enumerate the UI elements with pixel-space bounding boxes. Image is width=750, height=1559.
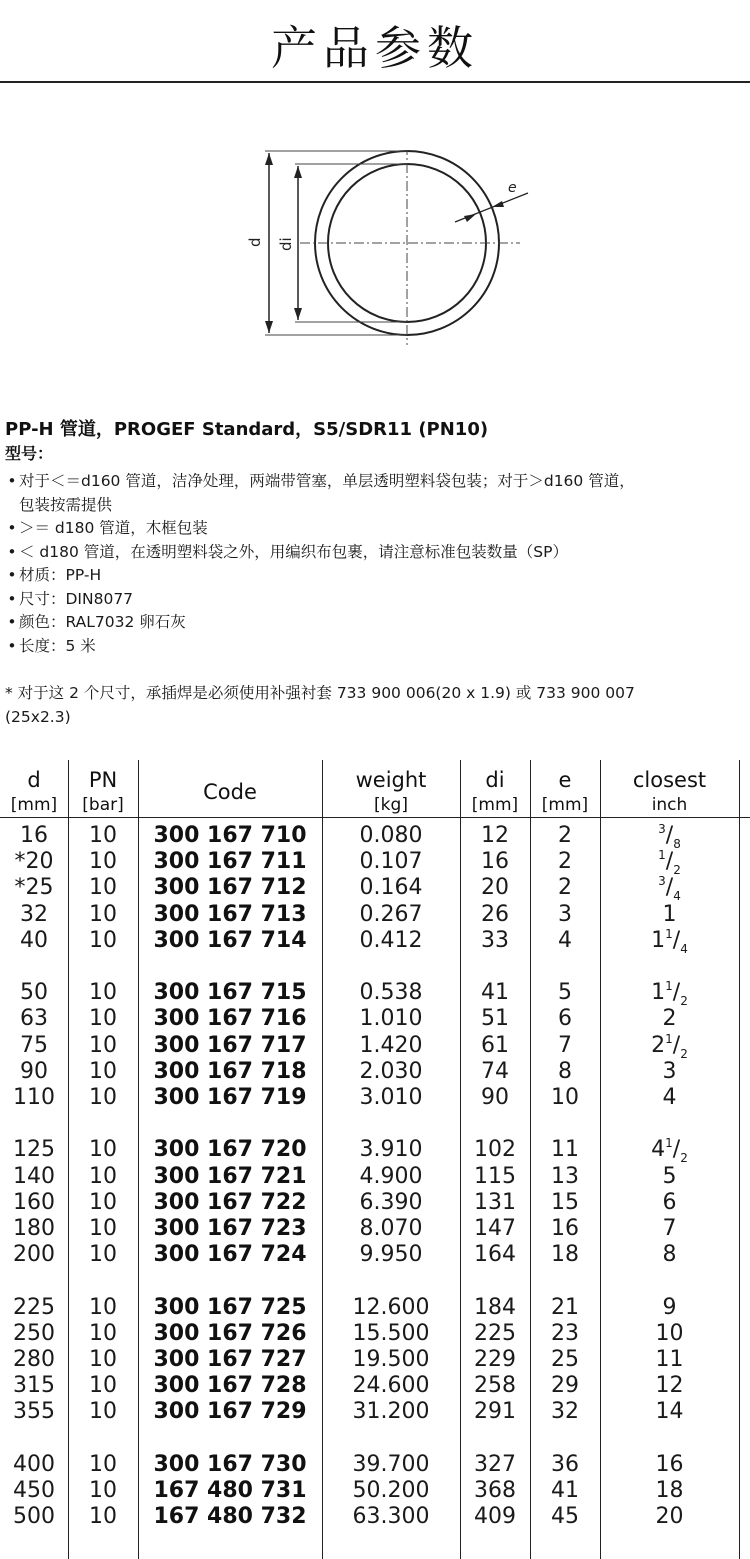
table-row bbox=[0, 1373, 750, 1399]
cell-di: 327 bbox=[474, 1451, 516, 1477]
cell-d: 160 bbox=[13, 1189, 55, 1215]
cell-pn: 10 bbox=[89, 1189, 117, 1215]
table-row bbox=[0, 823, 750, 849]
cell-e: 45 bbox=[551, 1504, 579, 1530]
cell-closest-inch: 12 bbox=[655, 1373, 684, 1399]
cell-code: 300 167 713 bbox=[153, 901, 307, 927]
cell-e: 23 bbox=[551, 1320, 579, 1346]
page-title: 产品参数 bbox=[271, 21, 479, 75]
cell-di: 33 bbox=[481, 927, 509, 953]
cell-di: 225 bbox=[474, 1320, 516, 1346]
cell-weight: 39.700 bbox=[352, 1451, 430, 1477]
spec-item: • 材质：PP-H bbox=[7, 566, 102, 584]
cell-di: 184 bbox=[474, 1294, 516, 1320]
cell-code: 300 167 724 bbox=[153, 1242, 307, 1268]
table-row bbox=[0, 1452, 750, 1478]
cell-pn: 10 bbox=[89, 980, 117, 1006]
cell-di: 12 bbox=[481, 823, 509, 848]
table-row bbox=[0, 1242, 750, 1268]
cell-di: 26 bbox=[481, 901, 509, 927]
header-e: e [mm] bbox=[541, 768, 589, 815]
cell-e: 25 bbox=[551, 1347, 579, 1372]
cell-e: 5 bbox=[558, 980, 572, 1006]
cell-weight: 6.390 bbox=[359, 1189, 423, 1215]
cell-closest-inch: 10 bbox=[655, 1320, 684, 1346]
cell-d: 250 bbox=[13, 1320, 55, 1346]
cell-di: 90 bbox=[481, 1085, 509, 1110]
cell-pn: 10 bbox=[89, 927, 117, 953]
cell-d: *25 bbox=[14, 875, 54, 901]
cell-code: 300 167 710 bbox=[153, 823, 307, 848]
cell-di: 258 bbox=[474, 1373, 516, 1399]
table-row bbox=[0, 1136, 750, 1166]
cell-d: 40 bbox=[20, 927, 48, 953]
table-row bbox=[0, 1347, 750, 1373]
table-row bbox=[0, 1504, 750, 1530]
cell-d: 16 bbox=[20, 823, 48, 848]
cell-code: 300 167 728 bbox=[153, 1373, 307, 1399]
d-label: d bbox=[246, 237, 264, 247]
cell-code: 300 167 714 bbox=[153, 927, 307, 953]
table-row bbox=[0, 928, 750, 954]
cell-e: 6 bbox=[558, 1006, 572, 1032]
cell-weight: 50.200 bbox=[352, 1478, 430, 1503]
header-code: Code bbox=[203, 780, 257, 804]
cell-pn: 10 bbox=[89, 1347, 117, 1372]
cell-pn: 10 bbox=[89, 849, 117, 875]
cell-e: 29 bbox=[551, 1373, 579, 1399]
cell-d: 32 bbox=[20, 901, 48, 927]
cell-code: 300 167 719 bbox=[153, 1085, 307, 1110]
header-pn: PN [bar] bbox=[82, 768, 124, 815]
table-row bbox=[0, 1190, 750, 1216]
title-divider bbox=[0, 81, 750, 83]
cell-e: 41 bbox=[551, 1478, 579, 1503]
cell-weight: 1.010 bbox=[359, 1006, 423, 1032]
cell-closest-inch: 1 bbox=[662, 901, 677, 927]
table-row bbox=[0, 1399, 750, 1425]
cell-weight: 3.910 bbox=[359, 1137, 423, 1163]
cell-e: 36 bbox=[551, 1451, 579, 1477]
cell-code: 300 167 711 bbox=[153, 849, 307, 875]
cell-pn: 10 bbox=[89, 1163, 117, 1189]
cell-e: 2 bbox=[558, 823, 572, 848]
cell-closest-inch: $^1/_2$ bbox=[658, 848, 681, 878]
cell-di: 229 bbox=[474, 1347, 516, 1372]
table-row bbox=[0, 1478, 750, 1504]
spec-item: • 长度：5 米 bbox=[7, 636, 96, 655]
footnote: * 对于这 2 个尺寸，承插焊是必须使用补强衬套 733 900 006(20 x 1.9) 或 733 900 007 (25x2.3) bbox=[5, 684, 635, 726]
cell-weight: 15.500 bbox=[352, 1320, 430, 1346]
cell-e: 32 bbox=[551, 1399, 579, 1425]
cell-pn: 10 bbox=[89, 875, 117, 901]
cell-closest-inch: $1^1/_2$ bbox=[651, 979, 688, 1009]
cell-e: 2 bbox=[558, 875, 572, 901]
cell-closest-inch: $2^1/_2$ bbox=[651, 1031, 688, 1061]
cell-pn: 10 bbox=[89, 1373, 117, 1399]
table-row bbox=[0, 1085, 750, 1111]
cell-e: 2 bbox=[558, 849, 572, 875]
cell-d: 125 bbox=[13, 1137, 55, 1163]
cell-d: 63 bbox=[20, 1006, 48, 1032]
cell-di: 41 bbox=[481, 980, 509, 1006]
spec-item: • ＞＝ d180 管道，木框包装 bbox=[7, 519, 208, 537]
cell-closest-inch: 18 bbox=[655, 1478, 684, 1503]
cell-weight: 19.500 bbox=[352, 1347, 430, 1372]
cell-di: 74 bbox=[481, 1058, 509, 1084]
cell-weight: 12.600 bbox=[352, 1294, 430, 1320]
cell-d: 180 bbox=[13, 1216, 55, 1241]
spec-item: • 颜色：RAL7032 卵石灰 bbox=[7, 613, 186, 631]
cell-d: *20 bbox=[14, 849, 54, 875]
cell-closest-inch: 7 bbox=[662, 1216, 677, 1241]
table-row bbox=[0, 1295, 750, 1321]
cell-d: 225 bbox=[13, 1294, 55, 1320]
cell-e: 10 bbox=[551, 1085, 579, 1110]
cell-d: 110 bbox=[13, 1085, 55, 1110]
cell-d: 280 bbox=[13, 1347, 55, 1372]
cell-closest-inch: 2 bbox=[662, 1006, 677, 1032]
cell-closest-inch: 5 bbox=[662, 1163, 677, 1189]
cell-closest-inch: $4^1/_2$ bbox=[651, 1136, 688, 1166]
cell-d: 90 bbox=[20, 1058, 48, 1084]
cell-code: 300 167 729 bbox=[153, 1399, 307, 1425]
cell-closest-inch: $1^1/_4$ bbox=[651, 926, 688, 956]
cell-closest-inch: $^3/_4$ bbox=[658, 874, 681, 904]
table-row bbox=[0, 1321, 750, 1347]
cell-weight: 9.950 bbox=[359, 1242, 423, 1268]
cell-pn: 10 bbox=[89, 1451, 117, 1477]
cell-weight: 0.538 bbox=[359, 980, 423, 1006]
cell-closest-inch: 14 bbox=[655, 1399, 684, 1425]
cell-pn: 10 bbox=[89, 1478, 117, 1503]
model-label: 型号： bbox=[5, 444, 54, 463]
cell-pn: 10 bbox=[89, 1216, 117, 1241]
product-heading: PP-H 管道，PROGEF Standard，S5/SDR11 (PN10) bbox=[5, 419, 489, 440]
cell-d: 500 bbox=[13, 1504, 55, 1530]
cell-d: 50 bbox=[20, 980, 48, 1006]
cell-pn: 10 bbox=[89, 901, 117, 927]
cell-code: 300 167 722 bbox=[153, 1189, 307, 1215]
cell-di: 102 bbox=[474, 1137, 516, 1163]
cell-d: 355 bbox=[13, 1399, 55, 1425]
table-row bbox=[0, 1216, 750, 1242]
cell-e: 3 bbox=[558, 901, 572, 927]
cell-closest-inch: 3 bbox=[662, 1058, 677, 1084]
pipe-cross-section-diagram bbox=[240, 150, 540, 350]
cell-code: 300 167 726 bbox=[153, 1320, 307, 1346]
header-weight: weight [kg] bbox=[355, 768, 427, 815]
pipe-spec-table bbox=[0, 760, 750, 1559]
cell-weight: 0.080 bbox=[359, 823, 423, 848]
header-d: d [mm] bbox=[10, 768, 58, 815]
table-row bbox=[0, 979, 750, 1009]
cell-weight: 0.164 bbox=[359, 875, 423, 901]
spec-item: • 对于＜＝d160 管道，洁净处理，两端带管塞，单层透明塑料袋包装；对于＞d160 管道， bbox=[7, 472, 635, 490]
cell-d: 315 bbox=[13, 1373, 55, 1399]
cell-pn: 10 bbox=[89, 1399, 117, 1425]
cell-code: 300 167 725 bbox=[153, 1294, 307, 1320]
cell-di: 291 bbox=[474, 1399, 516, 1425]
cell-weight: 24.600 bbox=[352, 1373, 430, 1399]
spec-item: • ＜ d180 管道，在透明塑料袋之外，用编织布包裹，请注意标准包装数量（SP） bbox=[7, 542, 568, 561]
cell-closest-inch: 11 bbox=[655, 1347, 684, 1372]
cell-e: 18 bbox=[551, 1242, 579, 1268]
cell-pn: 10 bbox=[89, 1006, 117, 1032]
cell-weight: 2.030 bbox=[359, 1058, 423, 1084]
table-row bbox=[0, 874, 750, 904]
cell-e: 7 bbox=[558, 1032, 572, 1058]
header-closest-inch: closest inch bbox=[632, 768, 707, 815]
table-row bbox=[0, 902, 750, 928]
cell-weight: 63.300 bbox=[352, 1504, 430, 1530]
cell-code: 300 167 717 bbox=[153, 1032, 307, 1058]
cell-d: 450 bbox=[13, 1478, 55, 1503]
cell-code: 300 167 712 bbox=[153, 875, 307, 901]
cell-code: 300 167 721 bbox=[153, 1163, 307, 1189]
cell-code: 167 480 732 bbox=[153, 1504, 307, 1530]
cell-weight: 0.412 bbox=[359, 927, 423, 953]
cell-e: 11 bbox=[551, 1137, 579, 1163]
cell-di: 115 bbox=[474, 1163, 516, 1189]
cell-e: 4 bbox=[558, 927, 572, 953]
cell-weight: 8.070 bbox=[359, 1216, 423, 1241]
cell-e: 13 bbox=[551, 1163, 579, 1189]
cell-weight: 1.420 bbox=[359, 1032, 423, 1058]
cell-closest-inch: 8 bbox=[662, 1242, 677, 1268]
cell-pn: 10 bbox=[89, 1242, 117, 1268]
cell-di: 131 bbox=[474, 1189, 516, 1215]
cell-d: 200 bbox=[13, 1242, 55, 1268]
cell-pn: 10 bbox=[89, 1137, 117, 1163]
cell-code: 300 167 716 bbox=[153, 1006, 307, 1032]
cell-di: 147 bbox=[474, 1216, 516, 1241]
table-row bbox=[0, 1059, 750, 1085]
spec-item-continuation: 包装按需提供 bbox=[19, 495, 113, 514]
cell-d: 140 bbox=[13, 1163, 55, 1189]
cell-closest-inch: $^3/_8$ bbox=[658, 822, 681, 851]
cell-weight: 31.200 bbox=[352, 1399, 430, 1425]
cell-d: 400 bbox=[13, 1451, 55, 1477]
cell-e: 16 bbox=[551, 1216, 579, 1241]
cell-pn: 10 bbox=[89, 1085, 117, 1110]
cell-closest-inch: 20 bbox=[655, 1504, 684, 1530]
table-row bbox=[0, 1033, 750, 1059]
table-row bbox=[0, 1006, 750, 1032]
cell-di: 409 bbox=[474, 1504, 516, 1530]
table-row bbox=[0, 1164, 750, 1190]
cell-closest-inch: 6 bbox=[662, 1189, 677, 1215]
spec-item: • 尺寸：DIN8077 bbox=[7, 589, 134, 608]
cell-weight: 0.107 bbox=[359, 849, 423, 875]
cell-di: 368 bbox=[474, 1478, 516, 1503]
cell-closest-inch: 16 bbox=[655, 1451, 684, 1477]
e-label: e bbox=[508, 180, 517, 196]
cell-e: 15 bbox=[551, 1189, 579, 1215]
cell-pn: 10 bbox=[89, 1032, 117, 1058]
header-di: di [mm] bbox=[471, 768, 519, 815]
table-row bbox=[0, 848, 750, 878]
cell-weight: 4.900 bbox=[359, 1163, 423, 1189]
cell-code: 167 480 731 bbox=[153, 1478, 307, 1503]
cell-e: 8 bbox=[558, 1058, 572, 1084]
cell-weight: 3.010 bbox=[359, 1085, 423, 1110]
cell-closest-inch: 9 bbox=[662, 1294, 677, 1320]
cell-di: 164 bbox=[474, 1242, 516, 1268]
cell-d: 75 bbox=[20, 1032, 48, 1058]
cell-di: 16 bbox=[481, 849, 509, 875]
cell-di: 61 bbox=[481, 1032, 509, 1058]
cell-code: 300 167 720 bbox=[153, 1137, 307, 1163]
cell-pn: 10 bbox=[89, 1294, 117, 1320]
cell-closest-inch: 4 bbox=[662, 1085, 677, 1110]
cell-pn: 10 bbox=[89, 1320, 117, 1346]
cell-code: 300 167 718 bbox=[153, 1058, 307, 1084]
cell-pn: 10 bbox=[89, 1504, 117, 1530]
cell-weight: 0.267 bbox=[359, 901, 423, 927]
cell-code: 300 167 723 bbox=[153, 1216, 307, 1241]
cell-code: 300 167 730 bbox=[153, 1451, 307, 1477]
cell-e: 21 bbox=[551, 1294, 579, 1320]
cell-code: 300 167 727 bbox=[153, 1347, 307, 1372]
di-label: di bbox=[277, 237, 295, 251]
cell-pn: 10 bbox=[89, 1058, 117, 1084]
cell-pn: 10 bbox=[89, 823, 117, 848]
spec-list bbox=[5, 470, 747, 658]
cell-di: 51 bbox=[481, 1006, 509, 1032]
cell-code: 300 167 715 bbox=[153, 980, 307, 1006]
cell-di: 20 bbox=[481, 875, 509, 901]
